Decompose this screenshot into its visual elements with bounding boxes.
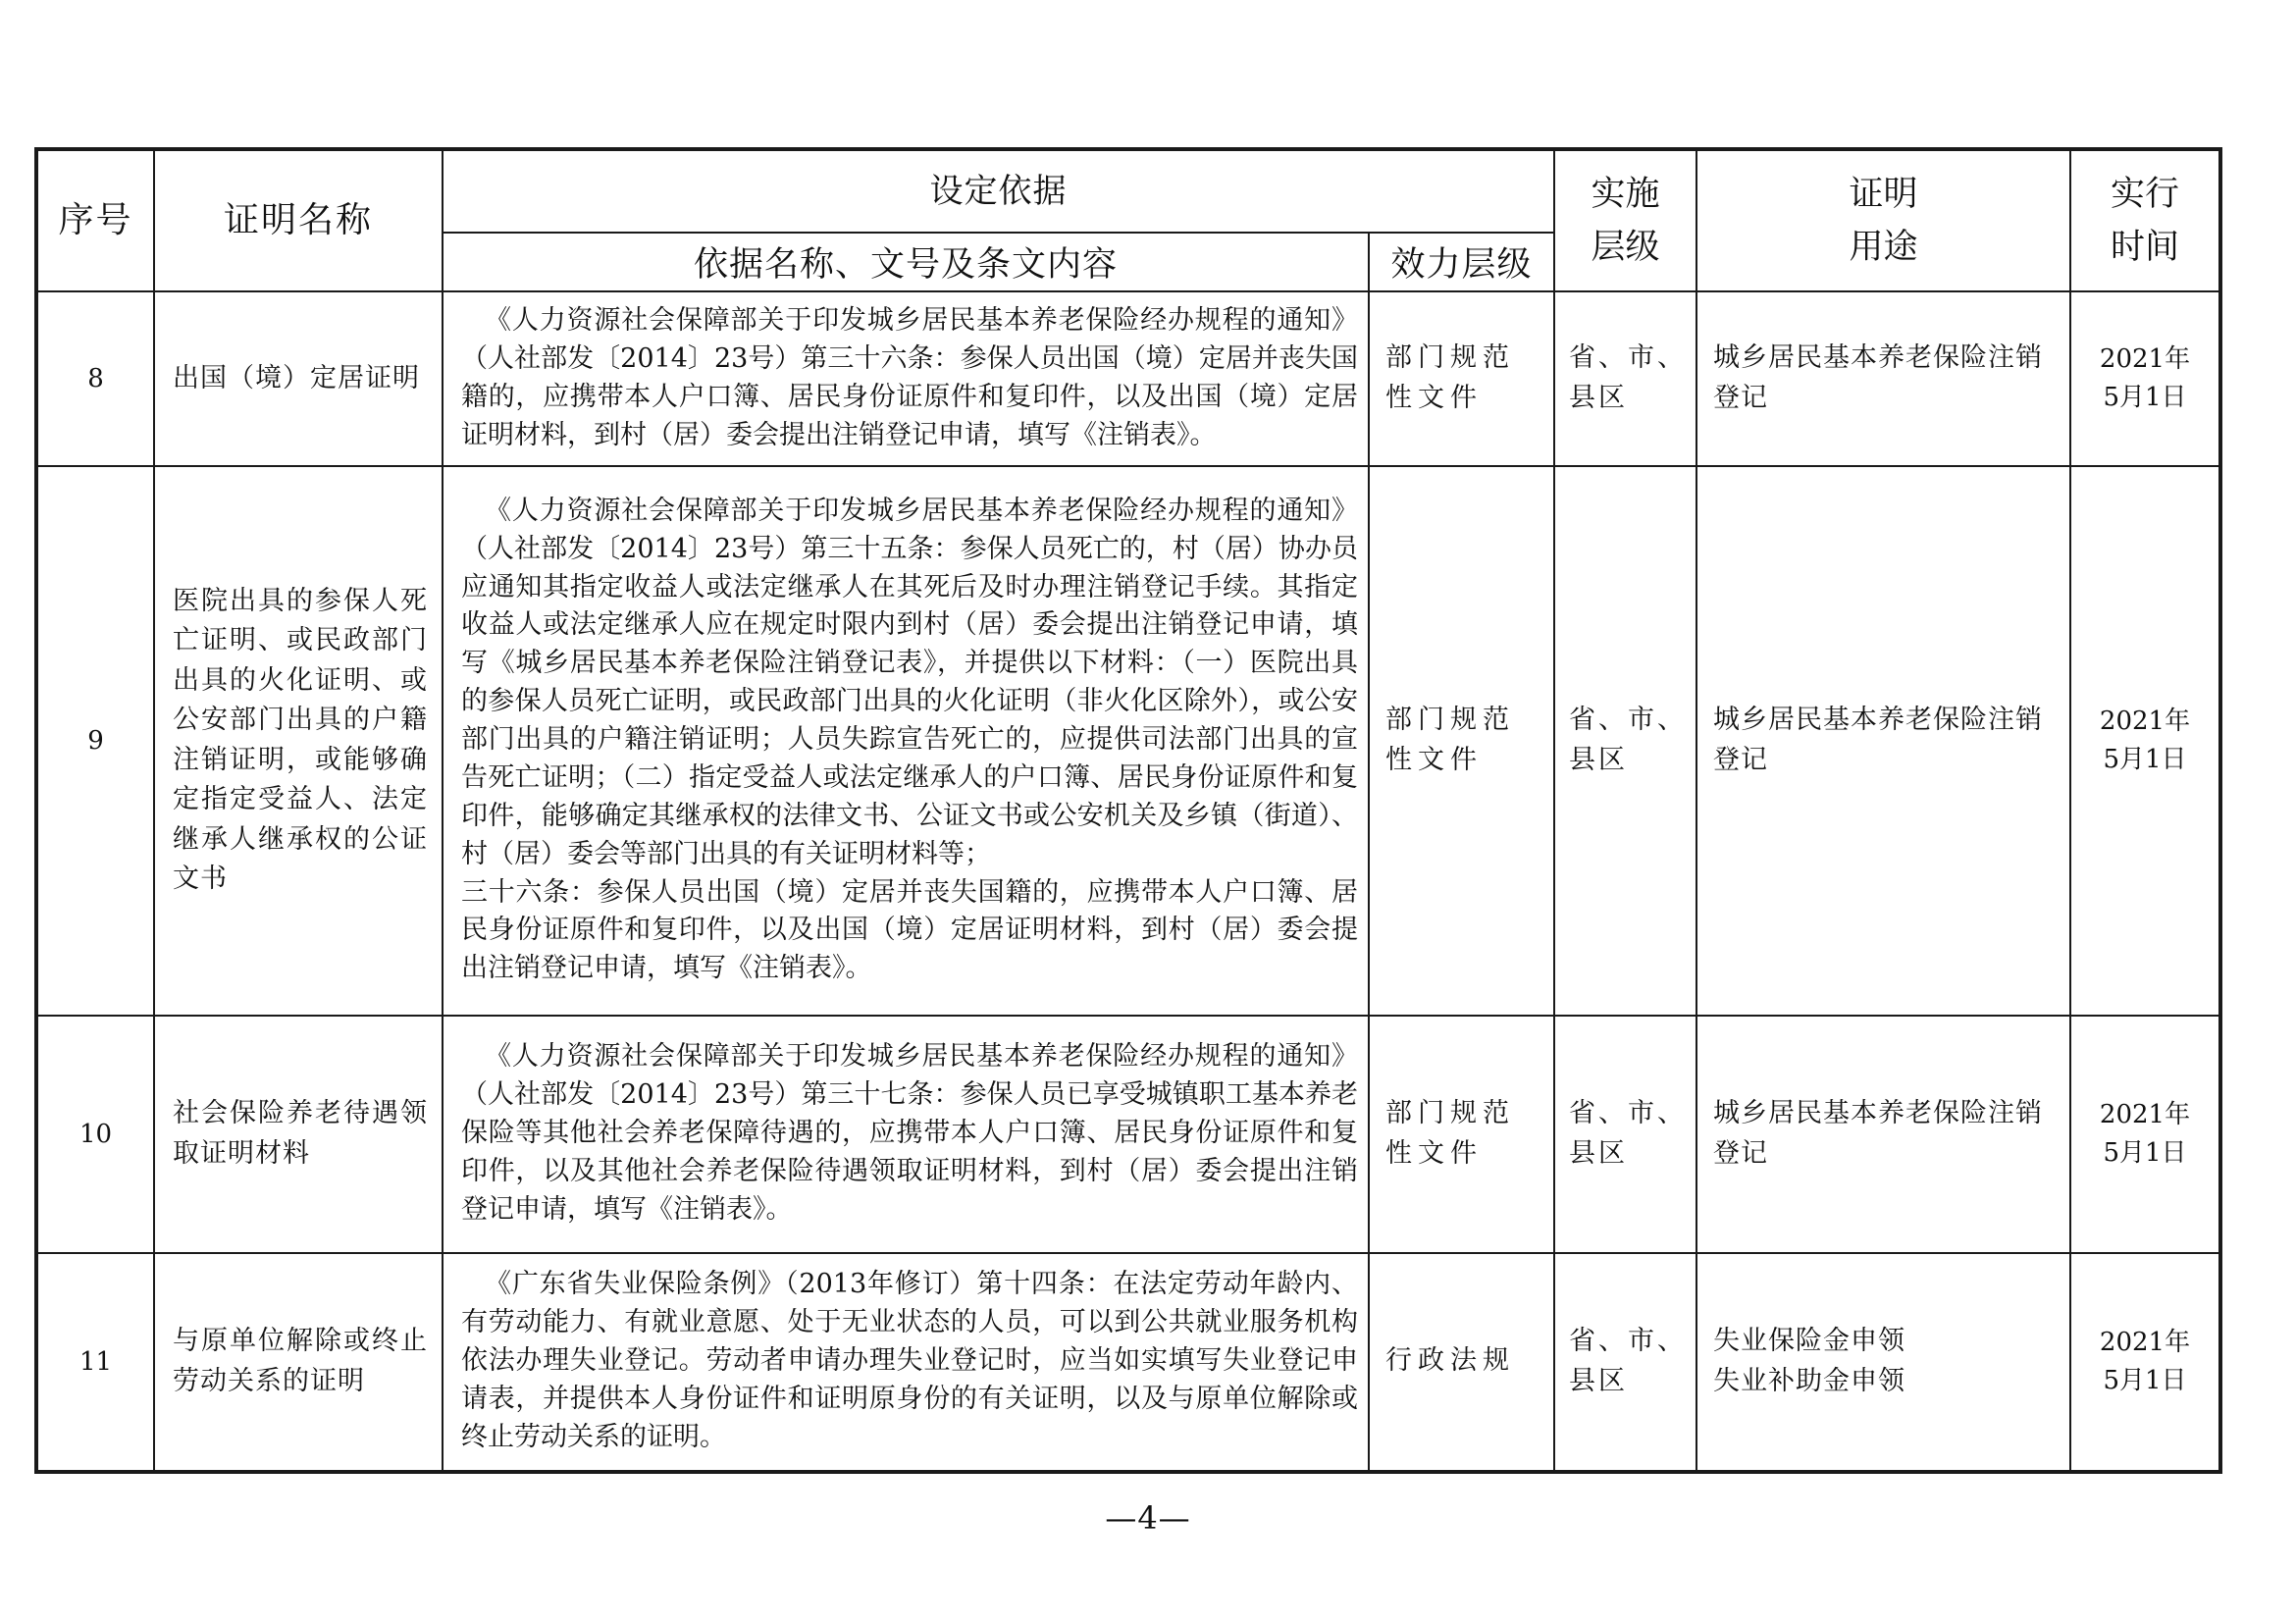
row-time-year: 2021年: [2099, 706, 2191, 736]
row-effective-time: [2070, 1016, 2219, 1253]
certificate-table: [36, 149, 2220, 1472]
row-cert-use: 城乡居民基本养老保险注销登记: [1696, 291, 2070, 466]
row-impl-level: 省、市、县区: [1554, 466, 1696, 1016]
table-row: [37, 1253, 2219, 1471]
row-time-date: 5月1日: [2103, 1137, 2187, 1168]
row-cert-name: 与原单位解除或终止劳动关系的证明: [154, 1253, 443, 1471]
row-basis-text: 《人力资源社会保障部关于印发城乡居民基本养老保险经办规程的通知》（人社部发〔2014〕23号）第三十五条：参保人员死亡的，村（居）协办员应通知其指定收益人或法定继承人在其死后及时办理注销登记手续。其指定收益人或法定继承人应在规定时限内到村（居）委会提出注销登记申请，填写《城乡居民基本养老保险注销登记表》，并提供以下材料：（一）医院出具的参保人员死亡证明，或民政部门出具的火化证明（非火化区除外），或公安部门出具的户籍注销证明；人员失踪宣告死亡的，应提供司法部门出具的宣告死亡证明；（二）指定受益人或法定继承人的户口簿、居民身份证原件和复印件，能够确定其继承权的法律文书、公证文书或公安机关及乡镇（街道）、村（居）委会等部门出具的有关证明材料等； 三十六条：参保人员出国（境）定居并丧失国籍的，应携带本人户口簿、居民身份证原件和复印件，以及出国（境）定居证明材料，到村（居）委会提出注销登记申请，填写《注销表》。: [443, 466, 1369, 1016]
table-header: [37, 150, 2219, 291]
row-cert-name: 出国（境）定居证明: [154, 291, 443, 466]
header-basis-group: 设定依据: [443, 150, 1554, 233]
header-time-line2: 时间: [2110, 228, 2179, 267]
row-impl-level: 省、市、县区: [1554, 1016, 1696, 1253]
row-effective-time: [2070, 291, 2219, 466]
row-cert-use: [1696, 1253, 2070, 1471]
row-effect-level: 部门规范性文件: [1369, 466, 1554, 1016]
row-basis-text: 《广东省失业保险条例》（2013年修订）第十四条：在法定劳动年龄内、有劳动能力、有就业意愿、处于无业状态的人员，可以到公共就业服务机构依法办理失业登记。劳动者申请办理失业登记时，应当如实填写失业登记申请表，并提供本人身份证件和证明原身份的有关证明，以及与原单位解除或终止劳动关系的证明。: [443, 1253, 1369, 1471]
page-number: —4—: [1105, 1499, 1191, 1537]
row-effect-level: 部门规范性文件: [1369, 291, 1554, 466]
table-row: [37, 291, 2219, 466]
row-seq: 9: [37, 466, 154, 1016]
row-effective-time: [2070, 466, 2219, 1016]
header-basis-content: 依据名称、文号及条文内容: [443, 233, 1369, 291]
header-basis-level: 效力层级: [1369, 233, 1554, 291]
row-effect-level: 部门规范性文件: [1369, 1016, 1554, 1253]
row-basis-text: 《人力资源社会保障部关于印发城乡居民基本养老保险经办规程的通知》（人社部发〔2014〕23号）第三十七条：参保人员已享受城镇职工基本养老保险等其他社会养老保障待遇的，应携带本人户口簿、居民身份证原件和复印件，以及其他社会养老保险待遇领取证明材料，到村（居）委会提出注销登记申请，填写《注销表》。: [443, 1016, 1369, 1253]
row-effective-time: [2070, 1253, 2219, 1471]
row-time-date: 5月1日: [2103, 382, 2187, 412]
row-impl-level: 省、市、县区: [1554, 291, 1696, 466]
header-seq: 序号: [37, 150, 154, 291]
header-impl-line1: 实施: [1591, 174, 1660, 214]
row-seq: 11: [37, 1253, 154, 1471]
row-cert-use: 城乡居民基本养老保险注销登记: [1696, 1016, 2070, 1253]
row-effect-level: 行政法规: [1369, 1253, 1554, 1471]
table-body: [37, 291, 2219, 1471]
row-time-date: 5月1日: [2103, 744, 2187, 774]
row-seq: 8: [37, 291, 154, 466]
row-use-line2: 失业补助金申领: [1713, 1365, 1905, 1396]
header-impl-level: [1554, 150, 1696, 291]
row-seq: 10: [37, 1016, 154, 1253]
header-use-line1: 证明: [1849, 174, 1918, 214]
row-cert-name: 医院出具的参保人死亡证明、或民政部门出具的火化证明、或公安部门出具的户籍注销证明，或能够确定指定受益人、法定继承人继承权的公证文书: [154, 466, 443, 1016]
row-basis-text: 《人力资源社会保障部关于印发城乡居民基本养老保险经办规程的通知》（人社部发〔2014〕23号）第三十六条：参保人员出国（境）定居并丧失国籍的，应携带本人户口簿、居民身份证原件和复印件，以及出国（境）定居证明材料，到村（居）委会提出注销登记申请，填写《注销表》。: [443, 291, 1369, 466]
row-cert-name: 社会保险养老待遇领取证明材料: [154, 1016, 443, 1253]
table-row: [37, 1016, 2219, 1253]
row-time-year: 2021年: [2099, 343, 2191, 374]
table-row: [37, 466, 2219, 1016]
row-time-year: 2021年: [2099, 1327, 2191, 1357]
header-time: [2070, 150, 2219, 291]
header-impl-line2: 层级: [1591, 228, 1660, 267]
header-use-line2: 用途: [1849, 228, 1918, 267]
header-name: 证明名称: [154, 150, 443, 291]
row-time-date: 5月1日: [2103, 1365, 2187, 1395]
header-time-line1: 实行: [2110, 174, 2179, 214]
row-time-year: 2021年: [2099, 1099, 2191, 1129]
row-use-line1: 失业保险金申领: [1713, 1326, 1905, 1356]
row-impl-level: 省、市、县区: [1554, 1253, 1696, 1471]
header-use: [1696, 150, 2070, 291]
row-cert-use: 城乡居民基本养老保险注销登记: [1696, 466, 2070, 1016]
